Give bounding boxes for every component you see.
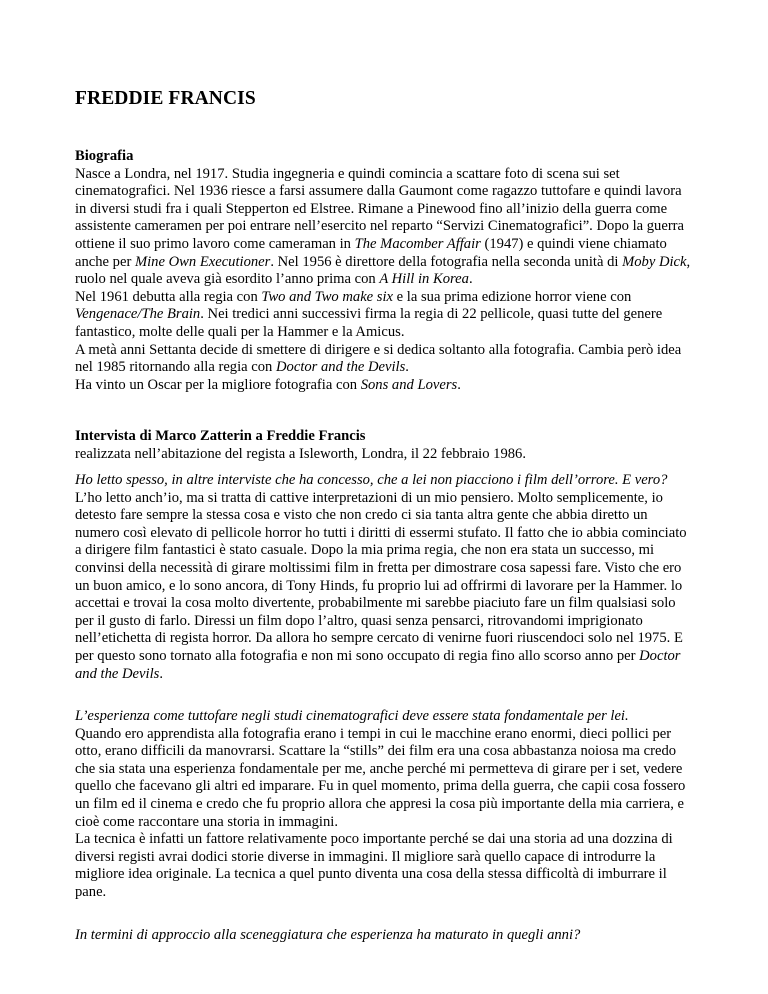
qa-block-3: [75, 927, 695, 945]
interview-header: [75, 428, 695, 463]
interview-answer: Quando ero apprendista alla fotografia erano i tempi in cui le macchine erano enormi, dieci pollici per otto, erano difficili da manovrarsi. Scattare la “stills” dei film era una cosa abbastanza noiosa ma credo che sia stata una esperienza fondamentale per me, anche perché mi permetteva di girare per i set, vedere quello che facevano gli altri ed imparare. Fu in quel momento, prima della guerra, che capii cosa fossero un film ed il cinema e credo che fu proprio allora che appresi la cosa più importante della mia carriera, e cioè come raccontare una storia in immagini.: [75, 725, 686, 830]
interview-heading: Intervista di Marco Zatterin a Freddie Francis: [75, 428, 366, 444]
interview-question: In termini di approccio alla sceneggiatura che esperienza ha maturato in quegli anni?: [75, 927, 581, 943]
page-title: FREDDIE FRANCIS: [75, 88, 256, 109]
interview-question: L’esperienza come tuttofare negli studi cinematografici deve essere stata fondamentale per lei.: [75, 708, 629, 724]
biography-paragraph-3: A metà anni Settanta decide di smettere di dirigere e si dedica soltanto alla fotografia. Cambia però idea nel 1985 ritornando alla regia con Doctor and the Devils.: [75, 341, 682, 376]
film-title: The Macomber Affair: [354, 235, 481, 252]
interview-subheading: realizzata nell’abitazione del regista a Isleworth, Londra, il 22 febbraio 1986.: [75, 445, 527, 462]
qa-block-2: [75, 708, 695, 902]
film-title: A Hill in Korea: [379, 271, 469, 288]
film-title: Doctor and the Devils: [75, 647, 681, 682]
film-title: Doctor and the Devils: [276, 359, 406, 376]
film-title: Moby Dick: [622, 253, 687, 270]
biography-heading: Biografia: [75, 148, 134, 164]
interview-answer: L’ho letto anch’io, ma si tratta di cattive interpretazioni di un mio pensiero. Molto semplicemente, io detesto fare sempre la stessa cosa e visto che non credo ci sia tanta altra gente che abbia diretto un numero così elevato di pellicole horror ho tutti i diritti di essermi stufato. Il fatto che io abbia cominciato a dirigere film fantastici è stato casuale. Dopo la mia prima regia, che non era stata un successo, mi convinsi della necessità di girare moltissimi film in fretta per dimostrare cosa sapessi fare. Visto che ero un buon amico, e lo sono ancora, di Tony Hinds, fu proprio lui ad offrirmi di lavorare per la Hammer. lo accettai e trovai la cosa molto divertente, probabilmente mi sarebbe piaciuto fare un film qualsiasi solo per il gusto di farlo. Diressi un film dopo l’altro, quasi senza pensarci, ritrovandomi imprigionato nell’etichetta di regista horror. Da allora ho sempre cercato di venirne fuori riuscendoci solo nel 1975. E per questo sono tornato alla fotografia e non mi sono occupato di regia fino allo scorso anno per Doctor and the Devils.: [75, 489, 687, 682]
qa-block-1: [75, 472, 695, 683]
biography-paragraph-2: Nel 1961 debutta alla regia con Two and Two make six e la sua prima edizione horror viene con Vengenace/The Brain. Nei tredici anni successivi firma la regia di 22 pellicole, quasi tutte del genere fantastico, molte delle quali per la Hammer e la Amicus.: [75, 288, 663, 340]
film-title: Two and Two make six: [261, 288, 394, 305]
interview-question: Ho letto spesso, in altre interviste che ha concesso, che a lei non piacciono i film dell’orrore. E vero?: [75, 472, 668, 488]
film-title: Vengenace/The Brain: [75, 306, 201, 323]
film-title: Mine Own Executioner: [134, 253, 271, 270]
interview-answer: La tecnica è infatti un fattore relativamente poco importante perché se dai una storia ad una dozzina di diversi registi avrai dodici storie diverse in immagini. Il migliore sarà quello capace di introdurre la migliore idea originale. La tecnica a quel punto diventa una cosa della stessa difficoltà di imburrare il pane.: [75, 831, 673, 900]
biography-paragraph-4: Ha vinto un Oscar per la migliore fotografia con Sons and Lovers.: [75, 376, 461, 393]
biography-paragraph-1: Nasce a Londra, nel 1917. Studia ingegneria e quindi comincia a scattare foto di scena sui set cinematografici. Nel 1936 riesce a farsi assumere dalla Gaumont come ragazzo tuttofare e quindi lavora in diversi studi fra i quali Stepperton ed Elstree. Rimane a Pinewood fino all’inizio della guerra come assistente cameramen per poi entrare nell’esercito nel reparto “Servizi Cinematografici”. Dopo la guerra ottiene il suo primo lavoro come cameraman in The Macomber Affair (1947) e quindi viene chiamato anche per Mine Own Executioner. Nel 1956 è direttore della fotografia nella seconda unità di Moby Dick, ruolo nel quale aveva già esordito l’anno prima con A Hill in Korea.: [75, 165, 691, 288]
film-title: Sons and Lovers: [360, 376, 458, 393]
biography-section: [75, 148, 695, 394]
